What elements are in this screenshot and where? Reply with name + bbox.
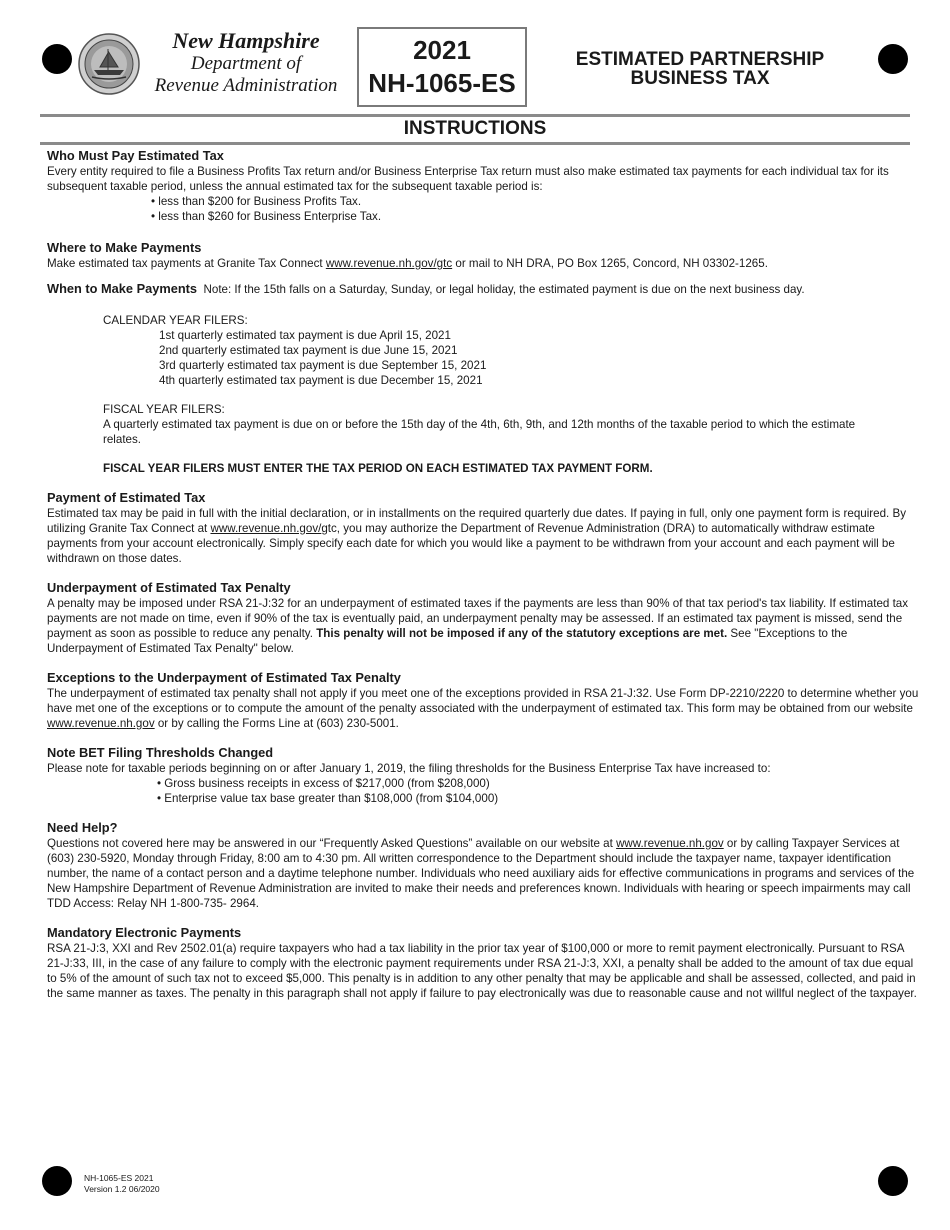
help-section bbox=[47, 820, 923, 911]
who-heading: Who Must Pay Estimated Tax bbox=[47, 148, 224, 163]
agency-name bbox=[142, 28, 350, 97]
where-text-after: or mail to NH DRA, PO Box 1265, Concord, NH 03302-1265. bbox=[452, 257, 768, 270]
penalty-section bbox=[47, 580, 923, 656]
mandatory-text: RSA 21-J:3, XXI and Rev 2502.01(a) require taxpayers who had a tax liability in the prior tax year of $100,000 or more to remit payment electronically. Pursuant to RSA 21-J:33, III, in the case of any failure to comply with the electronic payment requirements under RSA 21-J:3, XXI, a penalty shall be added to the amount of tax due equal to 5% of the amount of such tax not to exceed $5,000. This penalty is in addition to any other penalty that may be applicable and shall be assessed, collected, and paid in the same manner as taxes. The penalty in this paragraph shall not apply if failure to pay electronically was due to reasonable cause and not willful neglect of the taxpayer. bbox=[47, 942, 917, 1000]
who-must-pay-section bbox=[47, 148, 923, 224]
fiscal-text: A quarterly estimated tax payment is due on or before the 15th day of the 4th, 6th, 9th, and 12th months of the taxable period to which the estimate relates. bbox=[103, 418, 856, 446]
form-number: NH-1065-ES bbox=[368, 68, 516, 98]
payment-text-before: Estimated tax may be paid in full with the initial declaration, or in installments on the required quarterly due dates. If paying in full, only one payment form is required. By utilizing Granite Tax Connect at bbox=[47, 507, 907, 535]
form-year: 2021 bbox=[413, 35, 471, 65]
penalty-text bbox=[47, 596, 923, 656]
divider-bottom bbox=[40, 142, 910, 145]
payment-heading: Payment of Estimated Tax bbox=[47, 490, 206, 505]
bet-heading: Note BET Filing Thresholds Changed bbox=[47, 745, 274, 760]
section-title: INSTRUCTIONS bbox=[403, 118, 547, 139]
calendar-label: CALENDAR YEAR FILERS: bbox=[103, 314, 248, 327]
bet-section bbox=[47, 745, 923, 806]
penalty-text-after: See "Exceptions to the Underpayment of Estimated Tax Penalty" below. bbox=[47, 627, 848, 655]
calendar-item: 2nd quarterly estimated tax payment is due June 15, 2021 bbox=[159, 344, 458, 357]
help-heading: Need Help? bbox=[47, 820, 118, 835]
document-title-line-2: BUSINESS TAX bbox=[630, 68, 770, 89]
where-section bbox=[47, 240, 923, 271]
mandatory-heading: Mandatory Electronic Payments bbox=[47, 925, 242, 940]
registration-mark-top-right bbox=[878, 44, 908, 74]
gtc-link-2[interactable]: www.revenue.nh.gov/ bbox=[210, 522, 322, 535]
exceptions-text-before: The underpayment of estimated tax penalty shall not apply if you meet one of the exceptions provided in RSA 21-J:32. Use Form DP-2210/2220 to determine whether you have met one of the exceptions or to compute the amount of the penalty associated with the underpayment of estimated tax. This form may be obtained from our website bbox=[47, 687, 919, 715]
help-text bbox=[47, 836, 923, 911]
footer-version: Version 1.2 06/2020 bbox=[84, 1184, 160, 1194]
penalty-text-bold: This penalty will not be imposed if any of the statutory exceptions are met. bbox=[316, 627, 728, 640]
when-heading: When to Make Payments bbox=[47, 281, 198, 296]
gtc-link[interactable]: www.revenue.nh.gov/gtc bbox=[325, 257, 453, 270]
help-text-before: Questions not covered here may be answered in our “Frequently Asked Questions” available on our website at bbox=[47, 837, 617, 850]
registration-mark-bottom-right bbox=[878, 1166, 908, 1196]
agency-line-3: Revenue Administration bbox=[154, 75, 338, 96]
payment-text-after: gtc, you may authorize the Department of Revenue Administration (DRA) to automatically withdraw estimate payments from your account electronically. Simply specify each date for which you would like a payment to be withdrawn from your account and each payment will be withdrawn on those dates. bbox=[47, 522, 895, 565]
agency-line-1: New Hampshire bbox=[172, 28, 320, 53]
when-section bbox=[47, 281, 923, 476]
bet-text: Please note for taxable periods beginning on or after January 1, 2019, the filing thresholds for the Business Enterprise Tax have increased to: bbox=[47, 762, 771, 775]
agency-line-2: Department of bbox=[190, 53, 302, 74]
calendar-item: 3rd quarterly estimated tax payment is due September 15, 2021 bbox=[159, 359, 487, 372]
registration-mark-bottom-left bbox=[42, 1166, 72, 1196]
bet-bullet-1: • Gross business receipts in excess of $217,000 (from $208,000) bbox=[157, 777, 490, 790]
payment-text bbox=[47, 506, 923, 566]
payment-section bbox=[47, 490, 923, 566]
document-title-line-1: ESTIMATED PARTNERSHIP bbox=[575, 49, 825, 70]
penalty-text-before: A penalty may be imposed under RSA 21-J:32 for an underpayment of estimated taxes if the payments are less than 90% of that tax period's tax liability. If estimated tax payments are not made on time, even if 90% of the tax is eventually paid, an underpayment penalty may be assessed. If an estimated tax payment is missed, send the payment as soon as possible to reduce any penalty. bbox=[47, 597, 909, 640]
footer bbox=[84, 1173, 160, 1195]
who-text: Every entity required to file a Business Profits Tax return and/or Business Enterprise Tax return must also make estimated tax payments for each individual tax for its subsequent taxable period, unless the annual estimated tax for the subsequent taxable period is: bbox=[47, 165, 889, 193]
exceptions-heading: Exceptions to the Underpayment of Estimated Tax Penalty bbox=[47, 670, 401, 685]
footer-form-id: NH-1065-ES 2021 bbox=[84, 1173, 154, 1183]
state-seal-icon bbox=[78, 33, 140, 95]
when-note: Note: If the 15th falls on a Saturday, Sunday, or legal holiday, the estimated payment is due on the next business day. bbox=[203, 283, 805, 296]
who-bullet-1: • less than $200 for Business Profits Tax. bbox=[151, 195, 362, 208]
registration-mark-top-left bbox=[42, 44, 72, 74]
instructions-body bbox=[47, 148, 923, 1001]
calendar-item: 1st quarterly estimated tax payment is due April 15, 2021 bbox=[159, 329, 451, 342]
fiscal-notice: FISCAL YEAR FILERS MUST ENTER THE TAX PERIOD ON EACH ESTIMATED TAX PAYMENT FORM. bbox=[103, 462, 653, 475]
where-heading: Where to Make Payments bbox=[47, 240, 202, 255]
penalty-heading: Underpayment of Estimated Tax Penalty bbox=[47, 580, 291, 595]
revenue-link-2[interactable]: www.revenue.nh.gov bbox=[616, 837, 724, 850]
form-id-box bbox=[357, 27, 527, 107]
revenue-link[interactable]: www.revenue.nh.gov bbox=[47, 717, 155, 730]
exceptions-text bbox=[47, 686, 923, 731]
exceptions-text-after: or by calling the Forms Line at (603) 230-5001. bbox=[154, 717, 399, 730]
exceptions-section bbox=[47, 670, 923, 731]
help-text-after: or by calling Taxpayer Services at (603) 230-5920, Monday through Friday, 8:00 am to 4:30 pm. All written correspondence to the Department should include the taxpayer name, taxpayer identification number, the name of a contact person and a daytime telephone number. Individuals who need auxiliary aids for effective communications in programs and services of the New Hampshire Department of Revenue Administration are invited to make their needs and preferences known. Individuals with hearing or speech impairments may call TDD Access: Relay NH 1-800-735- 2964. bbox=[47, 837, 915, 910]
document-title bbox=[560, 50, 840, 88]
who-bullet-2: • less than $260 for Business Enterprise Tax. bbox=[151, 210, 382, 223]
where-text-before: Make estimated tax payments at Granite Tax Connect bbox=[47, 257, 326, 270]
fiscal-label: FISCAL YEAR FILERS: bbox=[103, 403, 225, 416]
bet-bullet-2: • Enterprise value tax base greater than $108,000 (from $104,000) bbox=[157, 792, 499, 805]
calendar-item: 4th quarterly estimated tax payment is due December 15, 2021 bbox=[159, 374, 483, 387]
mandatory-section bbox=[47, 925, 923, 1001]
where-text bbox=[47, 256, 923, 271]
